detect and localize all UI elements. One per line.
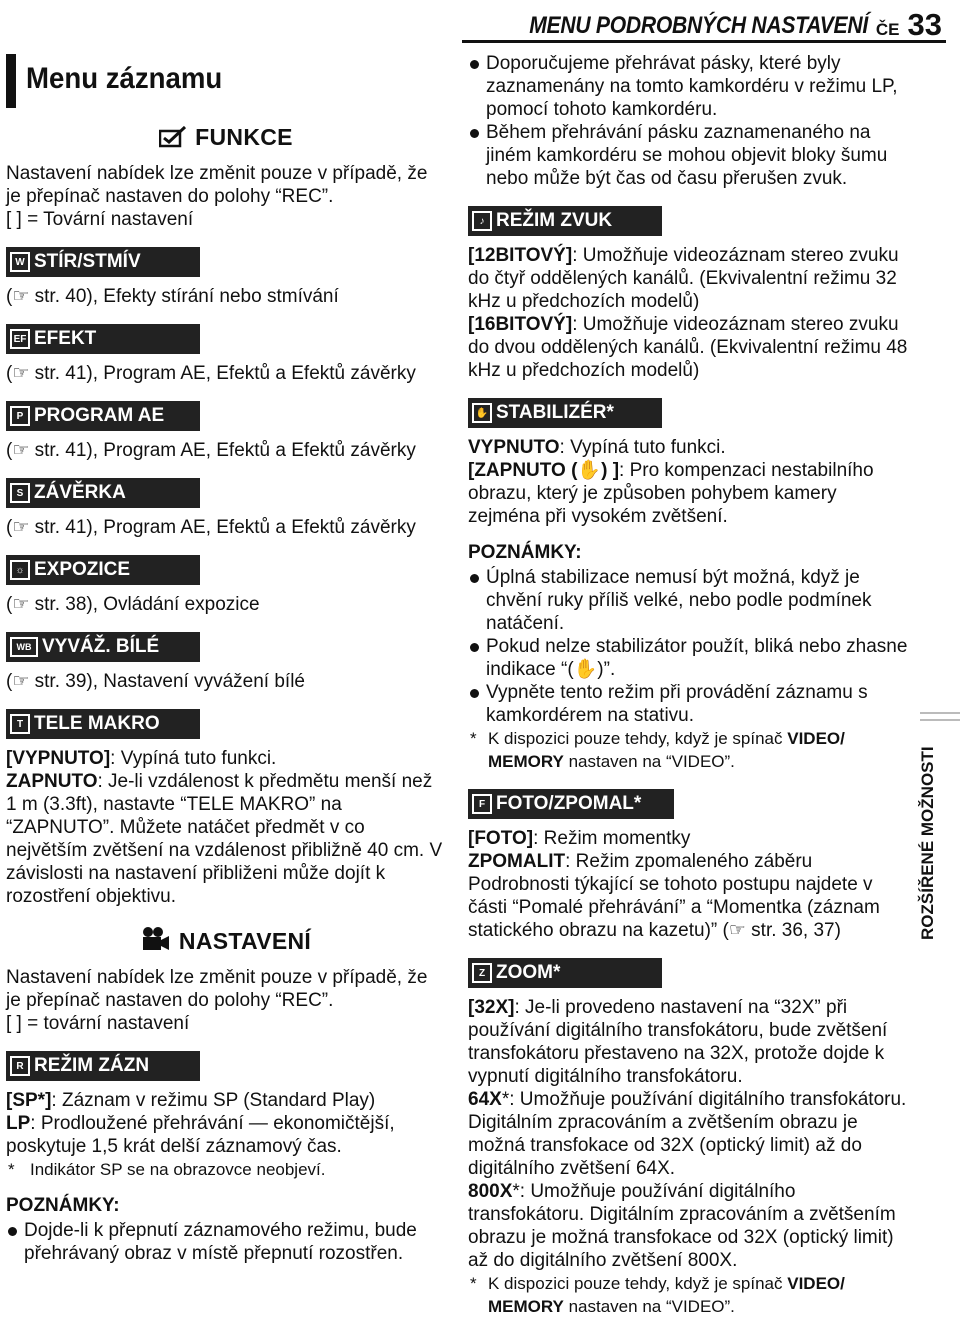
zoom-64x — [468, 1088, 908, 1180]
zvuk-16bit — [468, 313, 908, 382]
sound-icon: ♪ — [472, 211, 492, 231]
menu-item-desc: (☞ str. 40), Efekty stírání nebo stmívání — [6, 286, 339, 307]
right-column — [468, 52, 908, 1318]
menu-item-rezim-zvuk — [468, 206, 662, 236]
foto-text: : Režim momentky — [533, 828, 691, 849]
zoom-32x — [468, 996, 908, 1088]
footnote-text-end: nastaven na “VIDEO”. — [563, 1297, 735, 1316]
menu-item-tele-makro — [6, 709, 200, 739]
menu-item-label: EFEKT — [34, 328, 97, 349]
header-title: MENU PODROBNÝCH NASTAVENÍ — [529, 12, 868, 39]
rezim-footnote-text: Indikátor SP se na obrazovce neobjeví. — [30, 1160, 326, 1179]
notes-heading: POZNÁMKY: — [468, 542, 582, 563]
stabilizer-icon: (✋) — [571, 460, 608, 481]
rezim-sp-text: : Záznam v režimu SP (Standard Play) — [51, 1090, 376, 1111]
note-item: Během přehrávání pásku zaznamenaného na jiném kamkordéru se mohou objevit bloky šumu nebo může být čas od času přerušen zvuk. — [468, 121, 908, 190]
tele-on-text: : Je-li vzdálenost k předmětu menší než 1 m (3.3ft), nastavte “TELE MAKRO” na “ZAPNUTO”. Můžete natáčet předmět v co největším zvětšení na vzdálenost přibližně 40 cm. V závislosti na nastavení přibliženi může dojít k rozostření objektivu. — [6, 771, 443, 907]
stab-footnote — [468, 727, 908, 773]
zvuk-12bit-key: [12BITOVÝ] — [468, 245, 573, 266]
asterisk: * — [8, 1160, 15, 1179]
tele-off-text: : Vypíná tuto funkci. — [110, 748, 277, 769]
rezim-lp-text: : Prodloužené přehrávání — ekonomičtější, poskytuje 1,5 krát delší záznamový čas. — [6, 1113, 395, 1157]
page-header — [483, 6, 942, 40]
footnote-text-end: nastaven na “VIDEO”. — [563, 752, 735, 771]
menu-item-desc: (☞ str. 39), Nastavení vyvážení bílé — [6, 671, 305, 692]
page-title: Menu záznamu — [26, 62, 223, 95]
funkce-intro: Nastavení nabídek lze změnit pouze v případě, že je přepínač nastaven do polohy “REC”. — [6, 163, 428, 207]
zoom-800x-key: 800X — [468, 1181, 513, 1202]
rec-mode-icon: R — [10, 1056, 30, 1076]
menu-item-label: ZÁVĚRKA — [34, 482, 126, 503]
title-bar — [6, 54, 16, 108]
stab-off — [468, 436, 908, 459]
exposure-icon: ☼ — [10, 560, 30, 580]
effect-icon: EF — [10, 329, 30, 349]
menu-item-zaverka — [6, 478, 200, 508]
zoom-800x — [468, 1180, 908, 1272]
menu-item-desc: (☞ str. 41), Program AE, Efektů a Efektů závěrky — [6, 517, 416, 538]
footnote-text: K dispozici pouze tehdy, když je spínač — [488, 729, 788, 748]
zvuk-12bit-text: : Umožňuje videozáznam stereo zvuku do čtyř oddělených kanálů. (Ekvivalentní režimu 32 kHz u předchozích modelů) — [468, 245, 899, 312]
menu-item-program-ae — [6, 401, 200, 431]
tele-off-key: [VYPNUTO] — [6, 748, 111, 769]
menu-item-desc: (☞ str. 41), Program AE, Efektů a Efektů závěrky — [6, 363, 416, 384]
stab-off-key: VYPNUTO — [468, 437, 560, 458]
stab-off-text: : Vypíná tuto funkci. — [559, 437, 726, 458]
stab-on-key-end: ] — [612, 460, 620, 481]
side-tab-label: ROZŠÍŘENÉ MOŽNOSTI — [918, 746, 937, 940]
footnote-text: K dispozici pouze tehdy, když je spínač — [488, 1274, 788, 1293]
zvuk-16bit-key: [16BITOVÝ] — [468, 314, 573, 335]
header-rule — [462, 40, 946, 43]
funkce-default-note: [ ] = Tovární nastavení — [6, 209, 194, 230]
foto-key: [FOTO] — [468, 828, 534, 849]
notes-heading: POZNÁMKY: — [6, 1195, 120, 1216]
header-language: ČE — [875, 20, 900, 39]
section-funkce — [6, 124, 446, 154]
program-ae-icon: P — [10, 406, 30, 426]
note-item: Vypněte tento režim při provádění záznamu s kamkordérem na stativu. — [468, 681, 908, 727]
photo-icon: F — [472, 794, 492, 814]
tele-on-key: ZAPNUTO — [6, 771, 98, 792]
zpomalit-key: ZPOMALIT — [468, 851, 566, 872]
zvuk-12bit — [468, 244, 908, 313]
tele-macro-icon: T — [10, 714, 30, 734]
menu-item-label: TELE MAKRO — [34, 713, 160, 734]
nastaveni-default-note: [ ] = tovární nastavení — [6, 1013, 190, 1034]
funkce-icon — [159, 126, 187, 154]
zoom-64x-text: *: Umožňuje používání digitálního transfokátoru. Digitálním zpracováním a zvětšením obrazu je možná transfokace od 32X (optický limit) až do digitálního zvětšení 64X. — [468, 1089, 907, 1179]
nastaveni-heading: NASTAVENÍ — [178, 928, 312, 954]
menu-item-rezim-zazn — [6, 1051, 200, 1081]
stab-on-text: : Pro kompenzaci nestabilního obrazu, který je způsoben pohybem kamery zejména při vysokém zvětšení. — [468, 460, 874, 527]
rezim-footnote — [6, 1158, 446, 1181]
menu-item-stir-stmiv — [6, 247, 200, 277]
zoom-64x-key: 64X — [468, 1089, 502, 1110]
page-number: 33 — [907, 7, 942, 42]
menu-item-desc: (☞ str. 38), Ovládání expozice — [6, 594, 260, 615]
zoom-footnote — [468, 1272, 908, 1318]
zpomalit-line — [468, 850, 908, 873]
menu-item-zoom — [468, 958, 662, 988]
stab-on — [468, 459, 908, 528]
zoom-32x-key: [32X] — [468, 997, 515, 1018]
menu-item-label: STABILIZÉR* — [496, 402, 614, 423]
funkce-heading: FUNKCE — [195, 124, 293, 150]
menu-item-label: REŽIM ZÁZN — [34, 1055, 150, 1076]
menu-item-label: STÍR/STMÍV — [34, 251, 141, 272]
menu-item-label: FOTO/ZPOMAL* — [496, 793, 642, 814]
menu-item-vyvaz-bile — [6, 632, 200, 662]
menu-item-expozice — [6, 555, 200, 585]
menu-item-efekt — [6, 324, 200, 354]
title-block — [6, 54, 446, 116]
shutter-icon: S — [10, 483, 30, 503]
left-column — [6, 44, 446, 1265]
menu-item-label: ZOOM* — [496, 962, 561, 983]
footnote-switch: VIDEO/ MEMORY — [488, 729, 845, 771]
side-tab-rule — [920, 712, 960, 728]
menu-item-desc: (☞ str. 41), Program AE, Efektů a Efektů závěrky — [6, 440, 416, 461]
hand-icon: ✋ — [472, 403, 492, 423]
wipe-icon: W — [10, 252, 30, 272]
nastaveni-intro: Nastavení nabídek lze změnit pouze v případě, že je přepínač nastaven do polohy “REC”. — [6, 967, 428, 1011]
zoom-800x-text: *: Umožňuje používání digitálního transfokátoru. Digitálním zpracováním a zvětšením obrazu je možná transfokace od 32X (optický limit) až do digitálního zvětšení 800X. — [468, 1181, 896, 1271]
menu-item-stabilizer — [468, 398, 662, 428]
section-nastaveni — [6, 926, 446, 958]
rezim-lp-key: LP — [6, 1113, 31, 1134]
note-item: Úplná stabilizace nemusí být možná, když je chvění ruky příliš velké, nebo podle podmínek natáčení. — [468, 566, 908, 635]
rezim-sp-line — [6, 1089, 446, 1112]
camera-icon — [141, 926, 171, 958]
rezim-sp-key: [SP*] — [6, 1090, 52, 1111]
menu-item-label: VYVÁŽ. BÍLÉ — [42, 636, 160, 657]
footnote-switch: VIDEO/ MEMORY — [488, 1274, 845, 1316]
foto-line — [468, 827, 908, 850]
tele-off-line — [6, 747, 446, 770]
menu-item-label: EXPOZICE — [34, 559, 131, 580]
rezim-lp-line — [6, 1112, 446, 1158]
asterisk: * — [470, 729, 477, 748]
white-balance-icon: WB — [10, 637, 38, 657]
zoom-32x-text: : Je-li provedeno nastavení na “32X” při používání digitálního transfokátoru, bude zvětšení transfokátoru přestaveno na 32X, protože dojde k vypnutí digitálního transfokátoru. — [468, 997, 888, 1087]
note-item: Pokud nelze stabilizátor použít, bliká nebo zhasne indikace “(✋)”. — [468, 635, 908, 681]
zvuk-16bit-text: : Umožňuje videozáznam stereo zvuku do dvou oddělených kanálů. (Ekvivalentní režimu 48 kHz u předchozích modelů) — [468, 314, 908, 381]
menu-item-label: PROGRAM AE — [34, 405, 165, 426]
stab-on-key: [ZAPNUTO — [468, 460, 566, 481]
tele-on-line — [6, 770, 446, 908]
asterisk: * — [470, 1274, 477, 1293]
note-item: Dojde-li k přepnutí záznamového režimu, bude přehrávaný obraz v místě přepnutí rozostřen. — [6, 1219, 446, 1265]
menu-item-label: REŽIM ZVUK — [496, 210, 613, 231]
note-item: Doporučujeme přehrávat pásky, které byly zaznamenány na tomto kamkordéru v režimu LP, pomocí tohoto kamkordéru. — [468, 52, 908, 121]
menu-item-foto-zpomal — [468, 789, 674, 819]
foto-details: Podrobnosti týkající se tohoto postupu najdete v části “Pomalé přehrávání” a “Momentka (záznam statického obrazu na kazetu)” (☞ str. 36, 37) — [468, 874, 880, 941]
zpomalit-text: : Režim zpomaleného záběru — [565, 851, 813, 872]
zoom-icon: Z — [472, 963, 492, 983]
